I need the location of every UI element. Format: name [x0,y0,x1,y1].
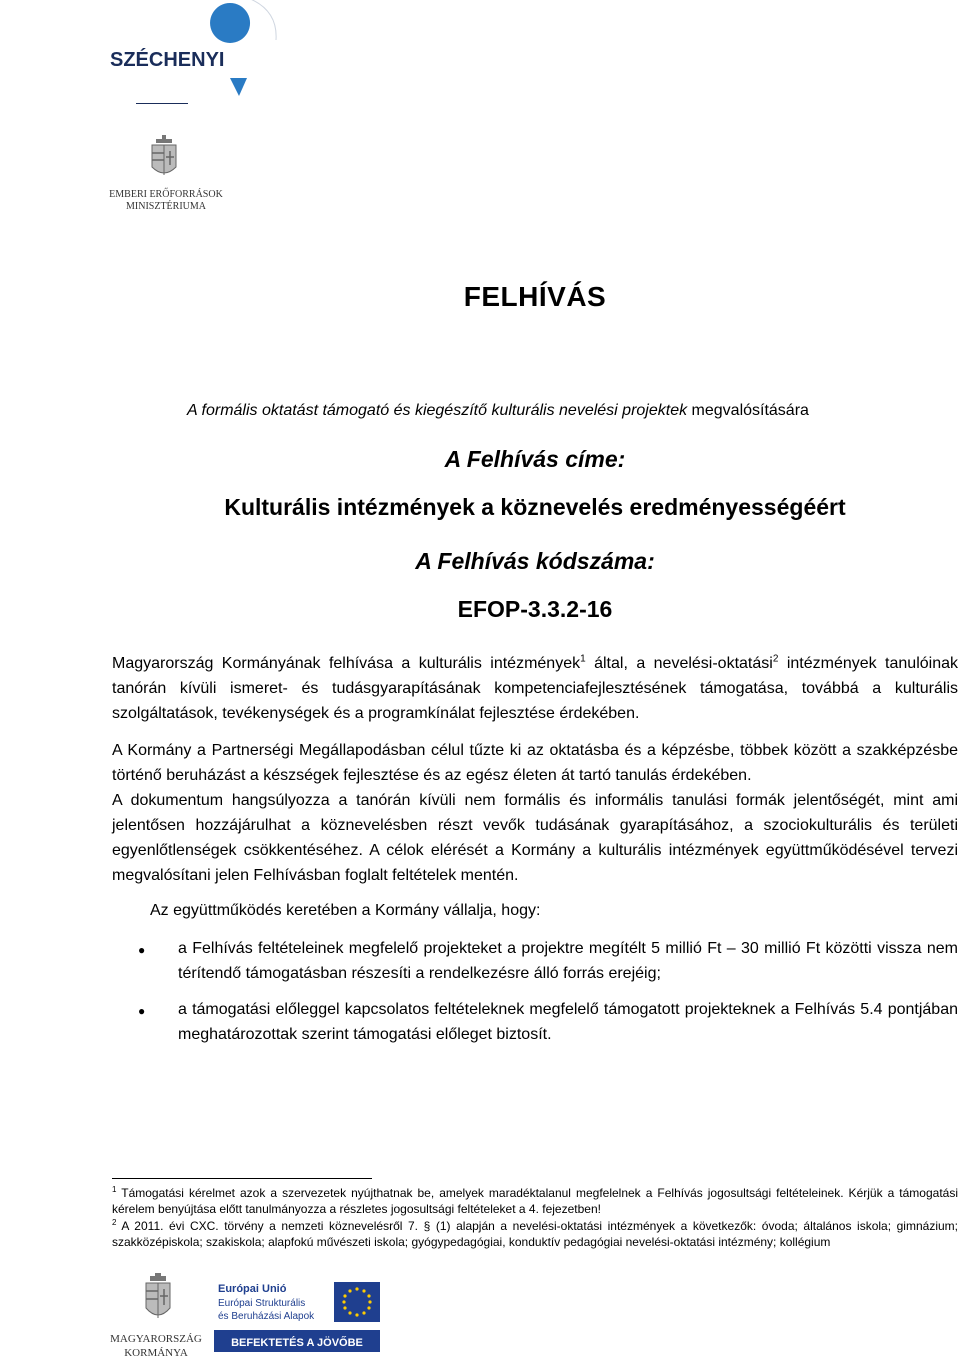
logo-divider [136,103,188,104]
bullet-item-2: a támogatási előleggel kapcsolatos feltételeknek megfelelő támogatott projekteknek a Felhívás 5.4 pontjában meghatározottak szerint támogatási előleget biztosít. [178,1001,958,1043]
eu-funds-logo [212,1280,382,1360]
partnership-paragraph: A Kormány a Partnerségi Megállapodásban célul tűzte ki az oktatásba és a képzésbe, többek között a szakképzésbe történő beruházást a készségek fejlesztése és az egész életen át tartó tanulás érdekében. [112,742,958,784]
eu-banner-text: BEFEKTETÉS A JÖVŐBE [231,1337,363,1349]
footnote-1 [112,1185,958,1217]
hungarian-government-logo [108,1272,208,1360]
intro-text-c: intézmények tanulóinak tanórán kívüli ismeret- és tudásgyarapításának kompetenciafejlesztésének támogatása, továbbá a kulturális szolgáltatások, tevékenységek és a programkínálat fejlesztése érdekében. [112,655,959,722]
szechenyi-2020-logo [108,0,278,100]
eu-line1: Európai Unió [218,1283,287,1295]
commitment-intro: Az együttműködés keretében a Kormány vállalja, hogy: [150,902,541,919]
intro-text-b: által, a nevelési-oktatási [585,655,773,672]
szechenyi-logo-year: 2020 [226,57,252,69]
ministry-line2: MINISZTÉRIUMA [126,201,206,212]
page-title: FELHÍVÁS [463,281,607,312]
call-code: EFOP-3.3.2-16 [457,596,613,622]
ministry-line1: EMBERI ERŐFORRÁSOK [109,189,223,200]
lead-line [187,402,809,420]
coat-of-arms-icon [146,1273,170,1318]
call-code-label: A Felhívás kódszáma: [415,548,655,574]
footnote-ref-2: 2 [772,653,779,665]
call-title-label: A Felhívás címe: [444,446,626,472]
footnote-2-number: 2 [112,1218,117,1227]
footnote-1-number: 1 [112,1185,117,1194]
lead-normal: megvalósítására [687,402,809,419]
intro-text-a: Magyarország Kormányának felhívása a kulturális intézmények [112,655,581,672]
eu-line2: Európai Strukturális [218,1298,306,1309]
bullet-item-1: a Felhívás feltételeinek megfelelő projekteket a projektre megítélt 5 millió Ft – 30 millió Ft közötti vissza nem térítendő támogatásban részesíti a rendelkezésre álló forrás erejéig; [178,940,958,982]
call-title: Kulturális intézmények a köznevelés eredményességéért [224,494,846,520]
footnote-1-text: Támogatási kérelmet azok a szervezetek nyújthatnak be, amelyek maradéktalanul megfelelnek a Felhívás jogosultsági feltételeinek. Kérjük a támogatási kérelem benyújtása előtt tanulmányozza a részletes jogosultsági feltételeket a 4. fejezetben! [112,1186,958,1216]
gov-line1: MAGYARORSZÁG [110,1333,202,1345]
gov-line2: KORMÁNYA [124,1347,188,1359]
coat-of-arms-icon [152,135,176,175]
footnote-2 [112,1218,958,1250]
footnote-ref-1: 1 [580,653,586,665]
eu-line3: és Beruházási Alapok [218,1311,315,1322]
document-paragraph: A dokumentum hangsúlyozza a tanórán kívüli nem formális és informális tanulási formák jelentőségét, mint ami jelentősen hozzájárulhat a köznevelésben részt vevők tudásának gyarapításához, a szociokulturális és területi egyenlőtlenségek csökkentéséhez. A célok elérését a Kormány a kulturális intézmények együttműködésével tervezi megvalósítani jelen Felhívásban foglalt feltételek mentén. [112,792,958,884]
footnote-rule [112,1178,372,1179]
intro-paragraph [112,651,958,726]
footnote-2-text: A 2011. évi CXC. törvény a nemzeti köznevelésről 7. § (1) alapján a nevelési-oktatási intézmények a következők: óvoda; általános iskola; gimnázium; szakközépiskola; szakiskola; alapfokú művészeti iskola; gyógypedagógiai, konduktív pedagógiai nevelési-oktatási intézmény; kollégium [112,1219,958,1249]
bullet-icon: ● [138,1004,146,1018]
emmi-logo [104,133,229,215]
szechenyi-logo-text: SZÉCHENYI [110,49,225,71]
lead-italic: A formális oktatást támogató és kiegészítő kulturális nevelési projektek [187,402,688,419]
bullet-icon: ● [138,943,146,957]
